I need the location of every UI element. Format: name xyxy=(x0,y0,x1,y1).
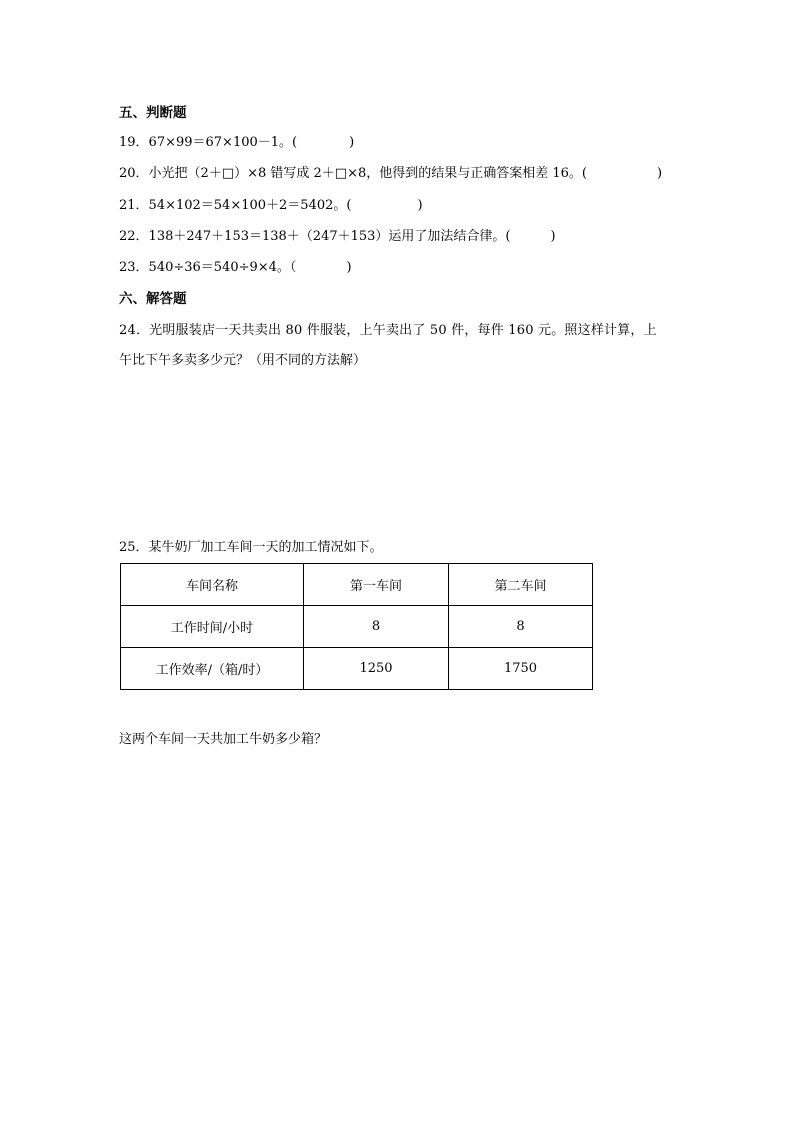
judgement-item-22 xyxy=(119,228,556,246)
question-25-question: 这两个车间一天共加工牛奶多少箱？ xyxy=(119,732,328,747)
table-header-cell: 第二车间 xyxy=(449,564,593,606)
table-cell: 1250 xyxy=(304,648,449,690)
table-header-row xyxy=(121,564,593,606)
table-cell: 1750 xyxy=(449,648,593,690)
judgement-item-23 xyxy=(119,259,352,277)
table-header-cell: 车间名称 xyxy=(121,564,304,606)
question-25-intro: 25．某牛奶厂加工车间一天的加工情况如下。 xyxy=(119,540,383,555)
close-paren: ) xyxy=(550,229,556,244)
table-header-cell: 第一车间 xyxy=(304,564,449,606)
table-cell: 工作时间/小时 xyxy=(121,606,304,648)
close-paren: ) xyxy=(346,260,352,275)
item-text: 21．54×102＝54×100＋2＝5402。( xyxy=(119,198,352,213)
item-text: 20．小光把（2＋□）×8 错写成 2＋□×8，他得到的结果与正确答案相差 16。( xyxy=(119,166,587,181)
section-heading-judgement: 五、判断题 xyxy=(119,105,187,121)
table-row xyxy=(121,648,593,690)
close-paren: ) xyxy=(417,198,423,213)
table-cell: 8 xyxy=(304,606,449,648)
section-heading-solve: 六、解答题 xyxy=(119,291,187,307)
question-24-line-2: 午比下午多卖多少元？（用不同的方法解） xyxy=(119,353,367,368)
table-cell: 8 xyxy=(449,606,593,648)
workshop-table xyxy=(120,563,593,690)
item-text: 19．67×99＝67×100－1。( xyxy=(119,135,298,150)
table-row xyxy=(121,606,593,648)
item-text: 22．138＋247＋153＝138＋（247＋153）运用了加法结合律。( xyxy=(119,229,511,244)
question-24-line-1: 24．光明服装店一天共卖出 80 件服装，上午卖出了 50 件，每件 160 元。照这样计算，上 xyxy=(119,323,657,338)
judgement-item-21 xyxy=(119,197,423,215)
item-text: 23．540÷36＝540÷9×4。（ xyxy=(119,260,297,275)
judgement-item-20 xyxy=(119,165,662,183)
judgement-item-19 xyxy=(119,134,354,152)
close-paren: ) xyxy=(657,166,663,181)
table-cell: 工作效率/（箱/时） xyxy=(121,648,304,690)
close-paren: ) xyxy=(349,135,355,150)
